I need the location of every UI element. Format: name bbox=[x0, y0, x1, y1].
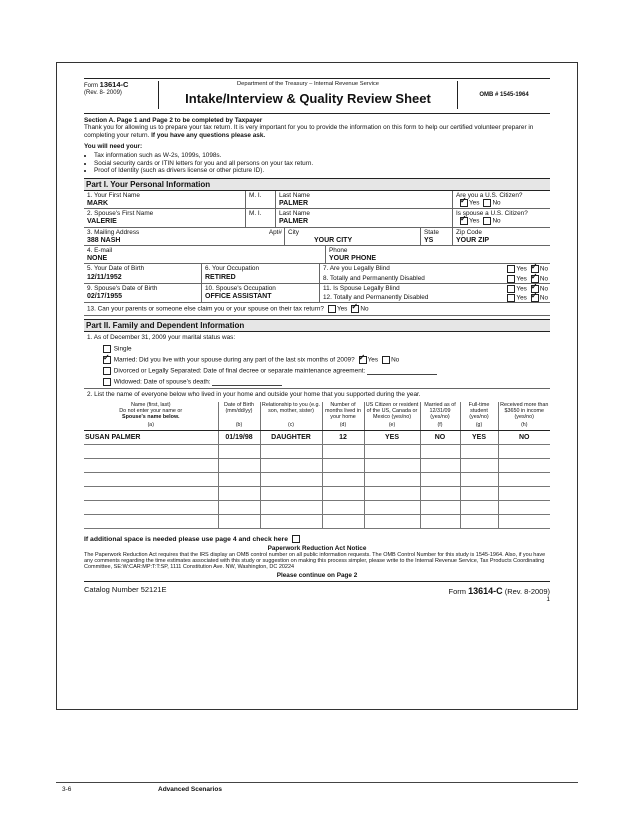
married-option[interactable] bbox=[99, 356, 547, 364]
married-no-checkbox[interactable] bbox=[382, 356, 390, 364]
divorced-label: Divorced or Legally Separated: Date of final decree or separate maintenance agreement: bbox=[113, 367, 366, 375]
state-label: State bbox=[424, 228, 439, 236]
mi-field[interactable] bbox=[246, 191, 276, 209]
dependent-married[interactable]: NO bbox=[420, 431, 460, 445]
spouse-dob-value: 02/17/1955 bbox=[87, 293, 123, 301]
last-name-label: Last Name bbox=[279, 191, 310, 199]
spouse-citizen-label: Is spouse a U.S. Citizen? bbox=[456, 210, 528, 218]
dependent-student[interactable]: YES bbox=[460, 431, 498, 445]
section-a bbox=[84, 117, 550, 175]
disabled-label: 8. Totally and Permanently Disabled bbox=[323, 274, 425, 282]
section-a-text: Thank you for allowing us to prepare your tax return. It is very important for you to provide the information on this form to help our certified volunteer preparer in completing your return. bbox=[84, 124, 534, 139]
spouse-first-name-value: VALERIE bbox=[87, 218, 117, 226]
needs-list bbox=[84, 152, 550, 174]
yes-label: Yes bbox=[516, 275, 527, 283]
city-label: City bbox=[288, 228, 300, 236]
disabled-row bbox=[323, 275, 548, 282]
spouse-first-name-field[interactable] bbox=[84, 209, 246, 227]
needs-item: • Tax information such as W-2s, 1099s, 1098s. bbox=[94, 152, 550, 159]
state-value: YS bbox=[424, 236, 434, 244]
col-header-student: Full-time student (yes/no) bbox=[460, 402, 498, 422]
col-header-months: Number of months lived in your home bbox=[322, 402, 364, 422]
additional-space-label: If additional space is needed please use page 4 and check here bbox=[84, 535, 288, 543]
spouse-blind-label: 11. Is Spouse Legally Blind bbox=[323, 284, 400, 292]
address-label: 3. Mailing Address bbox=[87, 228, 140, 236]
yes-label: Yes bbox=[469, 218, 480, 226]
widowed-label: Widowed: Date of spouse's death: bbox=[113, 378, 211, 386]
citizen-field bbox=[453, 191, 551, 209]
dependents-question: 2. List the name of everyone below who lived in your home and outside your home that you supported during the year. bbox=[84, 388, 550, 400]
zip-field[interactable] bbox=[453, 228, 551, 246]
section-a-heading: Section A. Page 1 and Page 2 to be completed by Taxpayer bbox=[84, 117, 263, 124]
page-number: 1 bbox=[546, 595, 550, 603]
widowed-date-line[interactable] bbox=[212, 379, 282, 386]
form-page bbox=[84, 78, 550, 604]
spouse-occupation-field[interactable] bbox=[202, 283, 320, 302]
catalog-number: Catalog Number 52121E bbox=[84, 584, 167, 594]
needs-item: • Proof of Identity (such as drivers license or other picture ID). bbox=[94, 167, 550, 174]
first-name-field[interactable] bbox=[84, 191, 246, 209]
phone-field[interactable] bbox=[326, 246, 551, 264]
spouse-mi-field[interactable] bbox=[246, 209, 276, 227]
last-name-label: Last Name bbox=[279, 210, 310, 218]
omb-number: OMB # 1545-1964 bbox=[457, 81, 550, 109]
part2-title: Part II. Family and Dependent Information bbox=[84, 319, 550, 332]
citizen-label: Are you a U.S. Citizen? bbox=[456, 191, 523, 199]
spouse-occupation-label: 10. Spouse's Occupation bbox=[205, 284, 276, 292]
yes-label: Yes bbox=[367, 356, 379, 364]
column-letter-row bbox=[84, 422, 550, 431]
marital-status-question: 1. As of December 31, 2009 your marital status was: bbox=[87, 334, 236, 342]
marital-status-section bbox=[84, 332, 550, 388]
col-header-income: Received more than $3650 in income (yes/no) bbox=[498, 402, 550, 422]
no-label: No bbox=[492, 218, 501, 226]
single-checkbox[interactable] bbox=[103, 345, 111, 353]
blind-yes-checkbox[interactable] bbox=[507, 265, 515, 273]
dependent-citizen[interactable]: YES bbox=[364, 431, 420, 445]
table-row[interactable] bbox=[84, 487, 550, 501]
form-footer bbox=[84, 582, 550, 604]
question-13-label: 13. Can your parents or someone else claim you or your spouse on their tax return? bbox=[87, 305, 324, 313]
table-row[interactable] bbox=[84, 501, 550, 515]
no-label: No bbox=[539, 294, 548, 302]
col-header-relationship: Relationship to you (e.g. son, mother, sister) bbox=[260, 402, 322, 422]
table-row[interactable] bbox=[84, 459, 550, 473]
dependent-income[interactable]: NO bbox=[498, 431, 550, 445]
blind-row bbox=[323, 265, 548, 272]
disabled-yes-checkbox[interactable] bbox=[507, 275, 515, 283]
yes-label: Yes bbox=[516, 294, 527, 302]
email-label: 4. E-mail bbox=[87, 246, 113, 254]
col-name-title: Name (first, last) bbox=[130, 402, 171, 409]
first-name-value: MARK bbox=[87, 200, 108, 208]
footer-form-rev: (Rev. 8-2009) bbox=[504, 586, 550, 596]
needs-heading: You will need your: bbox=[84, 143, 143, 151]
phone-label: Phone bbox=[329, 246, 348, 254]
dependent-months[interactable]: 12 bbox=[322, 431, 364, 445]
city-field[interactable] bbox=[285, 228, 421, 246]
dependents-header-row bbox=[84, 402, 550, 422]
mi-label: M. I. bbox=[249, 191, 262, 199]
spouse-dob-field[interactable] bbox=[84, 283, 202, 302]
city-value: YOUR CITY bbox=[314, 236, 353, 244]
occupation-label: 6. Your Occupation bbox=[205, 265, 260, 273]
form-footer-id bbox=[448, 586, 550, 597]
spouse-first-name-label: 2. Spouse's First Name bbox=[87, 210, 154, 218]
state-field[interactable] bbox=[421, 228, 453, 246]
citizen-no-checkbox[interactable] bbox=[483, 199, 491, 207]
dob-label: 5. Your Date of Birth bbox=[87, 265, 145, 273]
question-13 bbox=[84, 303, 550, 316]
occupation-value: RETIRED bbox=[205, 273, 236, 281]
dependent-dob[interactable]: 01/19/98 bbox=[218, 431, 260, 445]
apt-label: Apt# bbox=[268, 228, 282, 236]
personal-info-table bbox=[84, 191, 550, 228]
spouse-disabled-yes-checkbox[interactable] bbox=[507, 294, 515, 302]
yes-label: Yes bbox=[469, 199, 480, 207]
mi-label: M. I. bbox=[249, 210, 262, 218]
phone-value: YOUR PHONE bbox=[329, 255, 377, 263]
yes-label: Yes bbox=[336, 305, 348, 313]
single-label: Single bbox=[113, 345, 132, 353]
form-label: Form bbox=[84, 83, 98, 89]
section-name: Advanced Scenarios bbox=[158, 786, 222, 793]
spouse-citizen-yes-checkbox[interactable] bbox=[460, 217, 468, 225]
occupation-field[interactable] bbox=[202, 264, 320, 283]
no-label: No bbox=[539, 266, 548, 274]
dob-field[interactable] bbox=[84, 264, 202, 283]
form-number-box bbox=[84, 81, 159, 109]
col-letter: (d) bbox=[322, 422, 364, 431]
dependent-name[interactable]: SUSAN PALMER bbox=[84, 431, 218, 445]
table-row[interactable] bbox=[84, 445, 550, 459]
paperwork-text: The Paperwork Reduction Act requires that the IRS display an OMB control number on all public information requests. The OMB Control Number for this study is 1545-1964. Also, if you have any comments regarding the time estimates associated with this study or suggestion on making this process simpler, please write to the Internal Revenue Service, Tax Products Coordinating Committee, SE:W:CAR:MP:T:T:SP, 1111 Constitution Ave. NW, Washington, DC 20224 bbox=[84, 552, 546, 571]
col-letter: (c) bbox=[260, 422, 322, 431]
first-name-label: 1. Your First Name bbox=[87, 191, 140, 199]
section-a-bold-text: If you have any questions please ask. bbox=[151, 131, 266, 139]
divorce-date-line[interactable] bbox=[367, 368, 437, 375]
document-page-footer bbox=[56, 782, 578, 793]
email-field[interactable] bbox=[84, 246, 326, 264]
address-field[interactable] bbox=[84, 228, 245, 246]
form-revision: (Rev. 8- 2009) bbox=[84, 89, 122, 96]
additional-space-row bbox=[84, 535, 550, 544]
no-label: No bbox=[539, 285, 548, 293]
additional-space-checkbox[interactable] bbox=[292, 535, 300, 543]
form-title: Intake/Interview & Quality Review Sheet bbox=[185, 91, 431, 106]
q13-no-checkbox[interactable] bbox=[351, 305, 359, 313]
blind-disabled-field bbox=[320, 264, 551, 283]
needs-item: • Social security cards or ITIN letters for you and all persons on your tax return. bbox=[94, 160, 550, 167]
spouse-blind-disabled-field bbox=[320, 283, 551, 302]
col-letter: (e) bbox=[364, 422, 420, 431]
no-label: No bbox=[391, 356, 400, 364]
blind-label: 7. Are you Legally Blind bbox=[323, 265, 390, 273]
apt-field[interactable] bbox=[245, 228, 285, 246]
single-option[interactable] bbox=[99, 345, 547, 353]
address-table bbox=[84, 228, 550, 246]
col-letter: (f) bbox=[420, 422, 460, 431]
department-line: Department of the Treasury – Internal Revenue Service bbox=[236, 81, 380, 87]
spouse-blind-row bbox=[323, 285, 548, 292]
dob-occupation-table bbox=[84, 264, 550, 303]
dob-value: 12/11/1952 bbox=[87, 273, 122, 281]
yes-label: Yes bbox=[516, 266, 527, 274]
divorced-option[interactable] bbox=[99, 367, 547, 375]
last-name-value: PALMER bbox=[279, 200, 309, 208]
col-letter: (a) bbox=[84, 422, 218, 431]
table-row[interactable] bbox=[84, 473, 550, 487]
spouse-last-name-value: PALMER bbox=[279, 218, 309, 226]
yes-label: Yes bbox=[516, 285, 527, 293]
widowed-option[interactable] bbox=[99, 378, 547, 386]
spouse-last-name-field[interactable] bbox=[276, 209, 453, 227]
spouse-disabled-row bbox=[323, 294, 548, 301]
spouse-disabled-no-checkbox[interactable] bbox=[531, 294, 539, 302]
dependents-table bbox=[84, 402, 550, 529]
col-header-dob: Date of Birth (mm/dd/yy) bbox=[218, 402, 260, 422]
col-letter: (b) bbox=[218, 422, 260, 431]
spouse-dob-label: 9. Spouse's Date of Birth bbox=[87, 284, 158, 292]
page-ref: 3-6 bbox=[62, 786, 72, 793]
col-letter: (g) bbox=[460, 422, 498, 431]
col-header-citizen: US Citizen or resident of the US, Canada or Mexico (yes/no) bbox=[365, 402, 419, 421]
col-header-name bbox=[84, 402, 218, 422]
widowed-checkbox[interactable] bbox=[103, 378, 111, 386]
divorced-checkbox[interactable] bbox=[103, 367, 111, 375]
col-header-married: Married as of 12/31/09 (yes/no) bbox=[420, 402, 460, 422]
paperwork-title: Paperwork Reduction Act Notice bbox=[267, 544, 367, 552]
spouse-occupation-value: OFFICE ASSISTANT bbox=[205, 293, 272, 301]
form-header bbox=[84, 78, 550, 114]
spouse-blind-yes-checkbox[interactable] bbox=[507, 285, 515, 293]
citizen-yes-checkbox[interactable] bbox=[460, 199, 468, 207]
spouse-citizen-field bbox=[453, 209, 551, 227]
table-row[interactable] bbox=[84, 515, 550, 529]
spouse-disabled-label: 12. Totally and Permanently Disabled bbox=[323, 294, 429, 302]
q13-yes-checkbox[interactable] bbox=[328, 305, 336, 313]
no-label: No bbox=[492, 199, 501, 207]
footer-form-prefix: Form bbox=[448, 586, 466, 596]
spouse-citizen-no-checkbox[interactable] bbox=[483, 217, 491, 225]
continue-note: Please continue on Page 2 bbox=[84, 572, 550, 582]
married-checkbox[interactable] bbox=[103, 356, 111, 364]
col-letter: (h) bbox=[498, 422, 550, 431]
col-name-note-bold: Spouse's name below. bbox=[122, 414, 180, 421]
dependent-relationship[interactable]: DAUGHTER bbox=[260, 431, 322, 445]
contact-table bbox=[84, 246, 550, 264]
last-name-field[interactable] bbox=[276, 191, 453, 209]
zip-label: Zip Code bbox=[456, 228, 482, 236]
no-label: No bbox=[360, 305, 369, 313]
section-a-intro bbox=[84, 124, 550, 139]
zip-value: YOUR ZIP bbox=[456, 236, 490, 244]
part1-title: Part I. Your Personal Information bbox=[84, 178, 550, 191]
no-label: No bbox=[539, 275, 548, 283]
col-name-note: Do not enter your name or bbox=[119, 408, 183, 415]
footer-form-number: 13614-C bbox=[468, 585, 503, 596]
married-yes-checkbox[interactable] bbox=[359, 356, 367, 364]
form-number: 13614-C bbox=[99, 80, 129, 89]
address-value: 388 NASH bbox=[87, 236, 121, 244]
email-value: NONE bbox=[87, 255, 108, 263]
married-label: Married: Did you live with your spouse during any part of the last six months of 2009? bbox=[113, 356, 355, 364]
table-row[interactable] bbox=[84, 431, 550, 445]
